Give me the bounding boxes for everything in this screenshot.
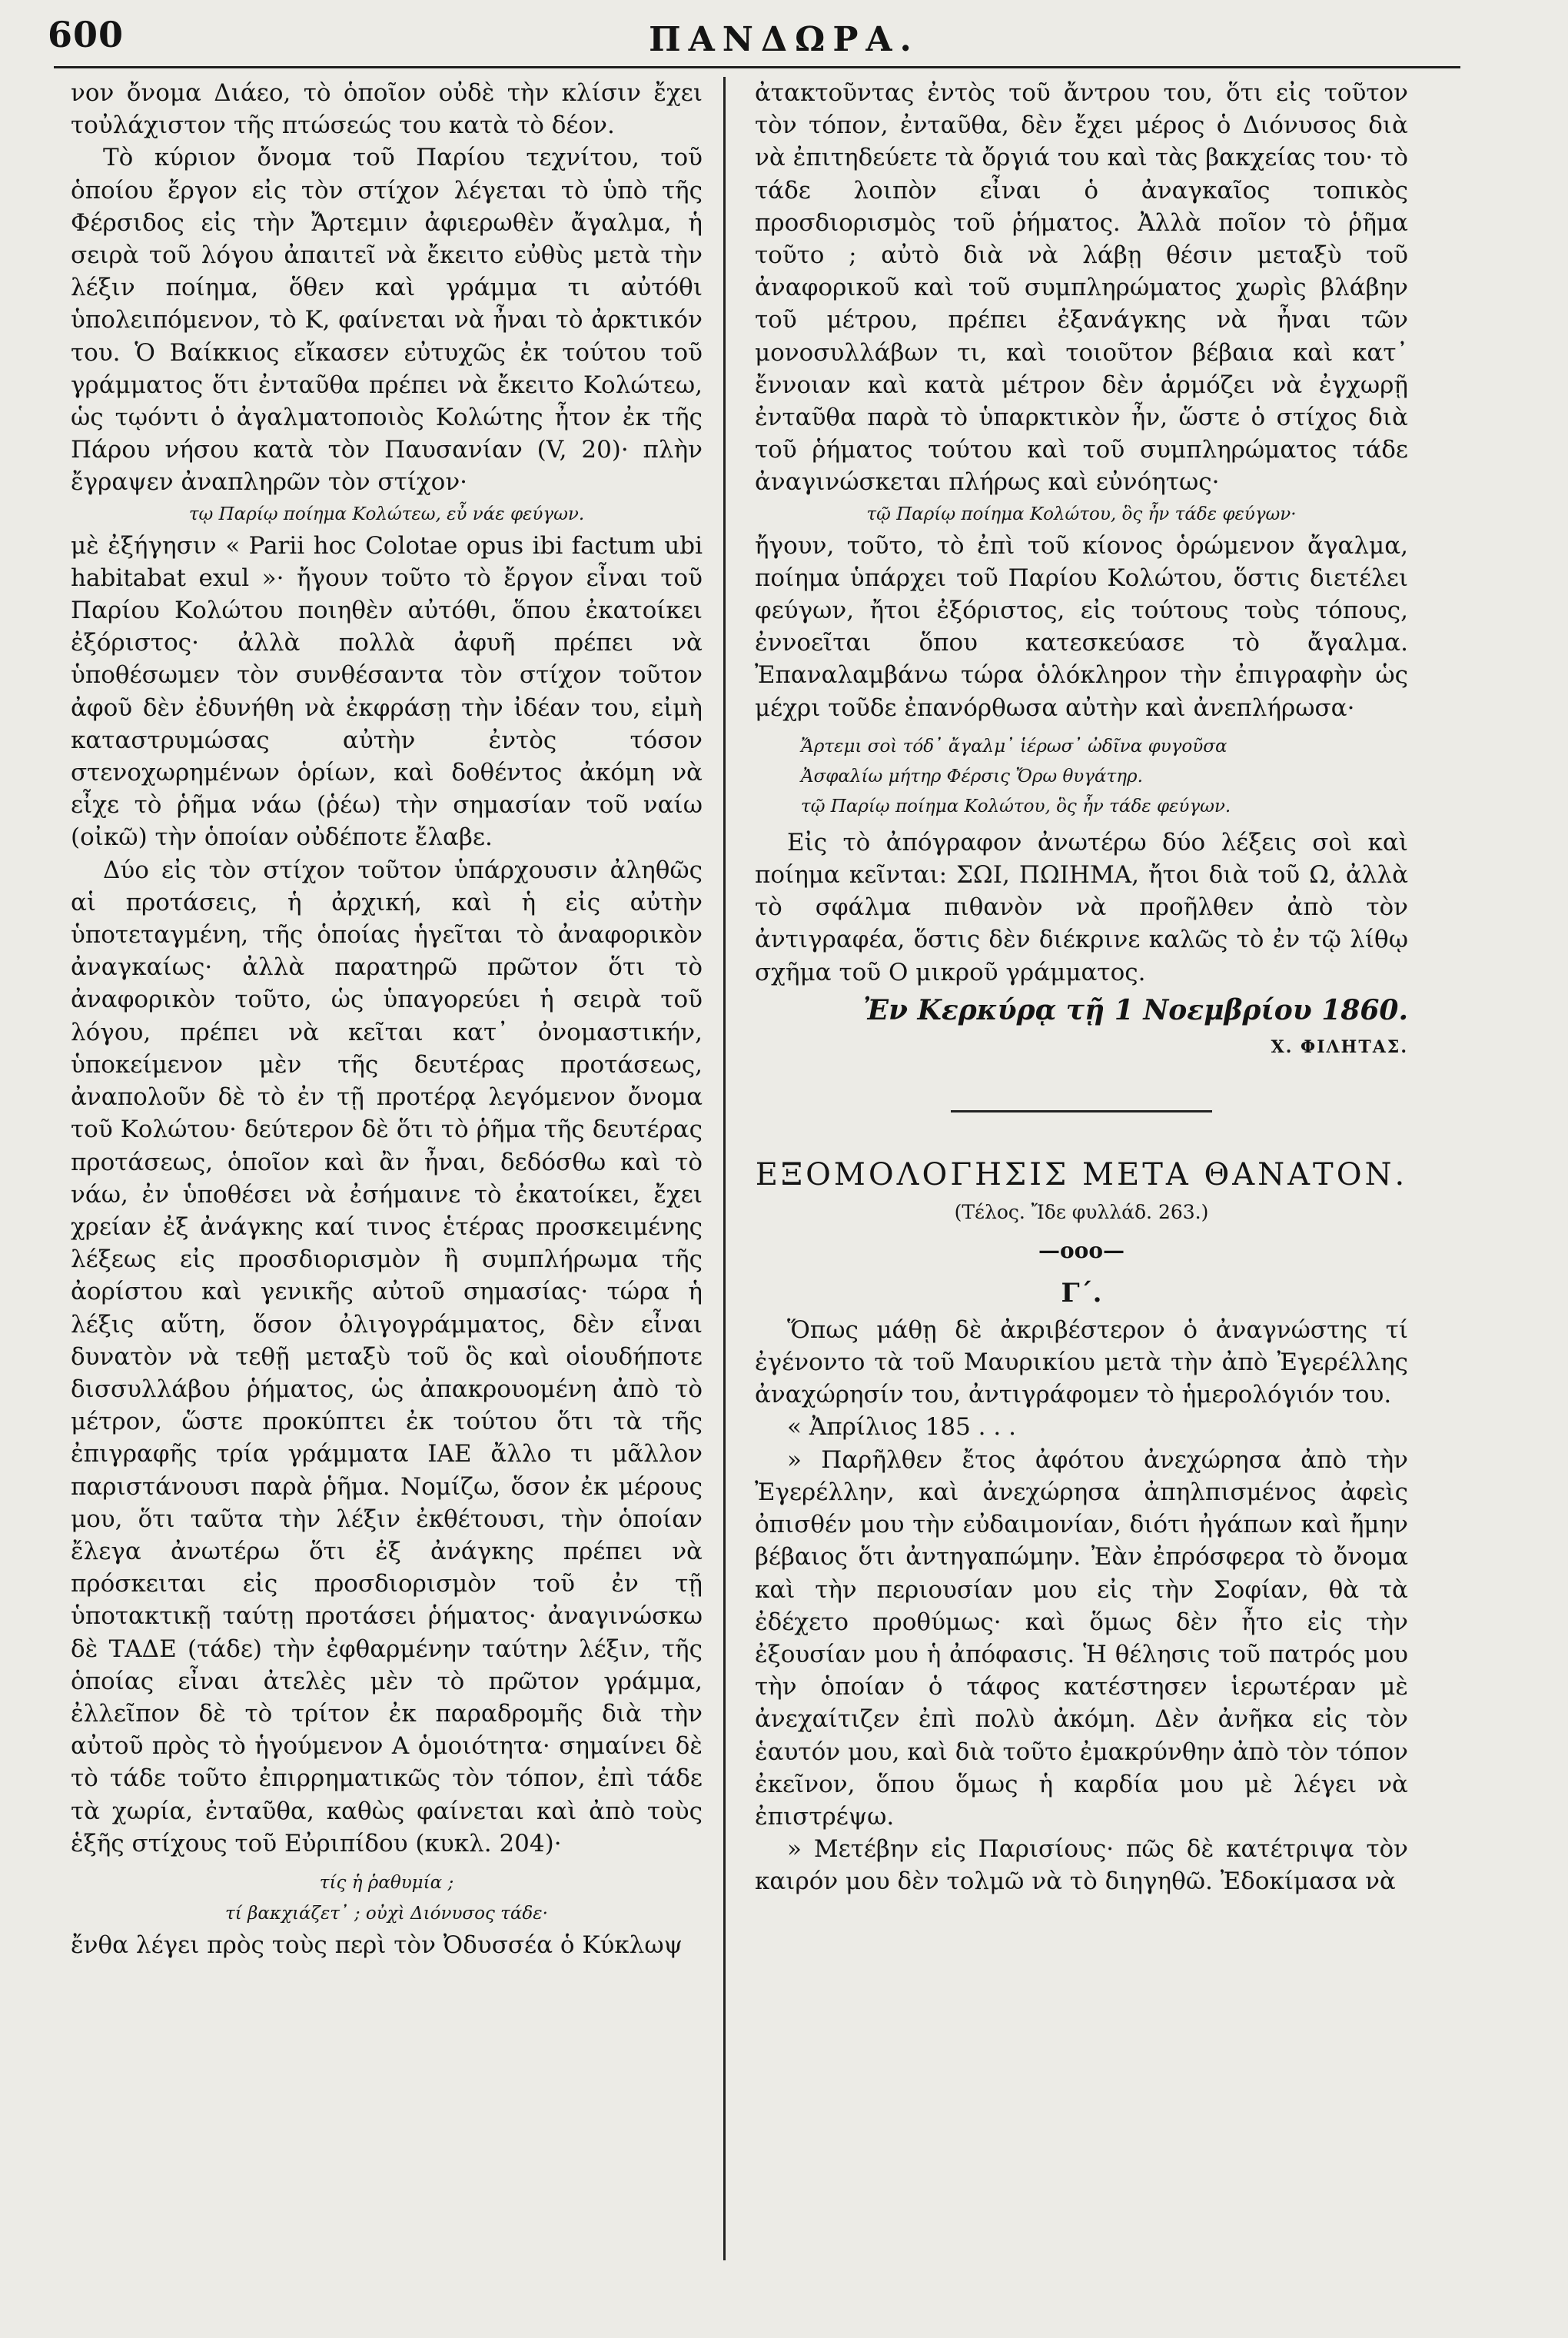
inscription-line: Ἄρτεμι σοὶ τόδ᾽ ἄγαλμ᾽ ἱέρωσ᾽ ὠδῖνα φυγοῦσα [801, 736, 1227, 757]
page-number: 600 [48, 14, 125, 55]
verse-line: τί βακχιάζετ᾽ ; οὐχὶ Διόνυσος τάδε· [225, 1903, 548, 1924]
inscription-line: τῷ Παρίῳ ποίημα Κολώτου, ὃς ἦν τάδε φεύγων. [801, 796, 1231, 816]
header-rule [54, 66, 1460, 68]
inscription [755, 732, 1408, 822]
paragraph: » Μετέβην εἰς Παρισίους· πῶς δὲ κατέτριψα τὸν καιρόν μου δὲν τολμῶ νὰ τὸ διηγηθῶ. Ἐδοκίμασα νὰ [755, 1835, 1408, 1896]
author-signature: Χ. ΦΙΛΗΤΑΣ. [1271, 1036, 1408, 1057]
paragraph: » Παρῆλθεν ἔτος ἀφότου ἀνεχώρησα ἀπὸ τὴν Ἐγερέλλην, καὶ ἀνεχώρησα ἀπηλπισμένος ἀφεὶς ὀπισθέν μου τὴν εὐδαιμονίαν, διότι ἠγάπων καὶ ἤμην βέβαιος ὅτι ἀντηγαπώμην. Ἐὰν ἐπρόσφερα τὸ ὄνομα καὶ τὴν περιουσίαν μου εἰς τὴν Σοφίαν, θὰ τὰ ἐδέχετο προθύμως· καὶ ὅμως δὲν ἦτο εἰς τὴν ἐξουσίαν μου ἡ ἀπόφασις. Ἡ θέλησις τοῦ πατρός μου τὴν ὁποίαν ὁ τάφος κατέστησεν ἱερωτέραν μὲ ἀνεχαίτιζεν ἐπὶ πολὺ ἀκόμη. Δὲν ἀνῆκα εἰς τὸν ἑαυτόν μου, καὶ διὰ τοῦτο ἐμακρύνθην ἀπὸ τὸν τόπον ἐκεῖνον, ὅπου ὅμως ἡ καρδία μου μὲ λέγει νὰ ἐπιστρέψω. [755, 1445, 1408, 1831]
paragraph: νον ὄνομα Διάεο, τὸ ὁποῖον οὐδὲ τὴν κλίσιν ἔχει τοὐλάχιστον τῆς πτώσεώς του κατὰ τὸ δέον. [71, 79, 703, 140]
paragraph: Εἰς τὸ ἀπόγραφον ἀνωτέρω δύο λέξεις σοὶ καὶ ποίημα κεῖνται: ΣΩΙ, ΠΩΙΗΜΑ, ἤτοι διὰ τοῦ Ω, ἀλλὰ τὸ σφάλμα πιθανὸν νὰ προῆλθεν ἀπὸ τὸν ἀντιγραφέα, ὅστις δὲν διέκρινε καλῶς τὸ ἐν τῷ λίθῳ σχῆμα τοῦ Ο μικροῦ γράμματος. [755, 828, 1408, 986]
paragraph: Ὅπως μάθῃ δὲ ἀκριβέστερον ὁ ἀναγνώστης τί ἐγένοντο τὰ τοῦ Μαυρικίου μετὰ τὴν ἀπὸ Ἐγερέλλης ἀναχώρησίν του, ἀντιγράφομεν τὸ ἡμερολόγιόν του. [755, 1315, 1408, 1409]
inscription-line: Ἀσφαλίω μήτηρ Φέρσις Ὄρω θυγάτηρ. [801, 766, 1143, 787]
article-subtitle: (Τέλος. Ἴδε φυλλάδ. 263.) [954, 1200, 1209, 1223]
verse-line: τῳ Παρίῳ ποίημα Κολώτεω, εὖ νάε φεύγων. [188, 504, 585, 524]
section-number: Γ΄. [1061, 1277, 1102, 1309]
running-head: ΠΑΝΔΩΡΑ. [649, 20, 919, 59]
ornament: —ooo— [1038, 1237, 1125, 1263]
left-column [71, 77, 703, 1961]
article-title: ΕΞΟΜΟΛΟΓΗΣΙΣ ΜΕΤΑ ΘΑΝΑΤΟΝ. [755, 1156, 1408, 1192]
paragraph: « Ἀπρίλιος 185 . . . [787, 1413, 1016, 1442]
paragraph: Τὸ κύριον ὄνομα τοῦ Παρίου τεχνίτου, τοῦ ὁποίου ἔργον εἰς τὸν στίχον λέγεται τὸ ὑπὸ τῆς Φέρσιδος εἰς τὴν Ἄρτεμιν ἀφιερωθὲν ἄγαλμα, ἡ σειρὰ τοῦ λόγου ἀπαιτεῖ νὰ ἔκειτο εὐθὺς μετὰ τὴν λέξιν ποίημα, ὅθεν καὶ γράμμα τι αὐτόθι ὑπολειπόμενον, τὸ Κ, φαίνεται νὰ ἦναι τὸ ἀρκτικόν του. Ὁ Βαίκκιος εἴκασεν εὐτυχῶς ἐκ τούτου τοῦ γράμματος ὅτι ἐνταῦθα πρέπει νὰ ἔκειτο Κολώτεω, ὡς τῳόντι ὁ ἀγαλματοποιὸς Κολώτης ἦτον ἐκ τῆς Πάρου νήσου κατὰ τὸν Παυσανίαν (V, 20)· πλὴν ἔγραψεν ἀναπληρῶν τὸν στίχον· [71, 144, 703, 497]
paragraph: ἔνθα λέγει πρὸς τοὺς περὶ τὸν Ὀδυσσέα ὁ Κύκλωψ [71, 1931, 683, 1959]
paragraph: Δύο εἰς τὸν στίχον τοῦτον ὑπάρχουσιν ἀληθῶς αἱ προτάσεις, ἡ ἀρχική, καὶ ἡ εἰς αὐτὴν ὑποτεταγμένη, τῆς ὁποίας ἡγεῖται τὸ ἀναφορικὸν ἀναγκαίως· ἀλλὰ παρατηρῶ πρῶτον ὅτι τὸ ἀναφορικὸν τοῦτο, ὡς ὑπαγορεύει ἡ σειρὰ τοῦ λόγου, πρέπει νὰ κεῖται κατ᾽ ὀνομαστικήν, ὑποκείμενον μὲν τῆς δευτέρας προτάσεως, ἀναπολοῦν δὲ τὸ ἐν τῇ προτέρᾳ λεγόμενον ὄνομα τοῦ Κολώτου· δεύτερον δὲ ὅτι τὸ ῥῆμα τῆς δευτέρας προτάσεως, ὁποῖον καὶ ἂν ἦναι, δεδόσθω καὶ τὸ νάω, ἐν ὑποθέσει νὰ ἐσήμαινε τὸ ἐκατοίκει, ἔχει χρείαν ἐξ ἀνάγκης καί τινος ἑτέρας προσκειμένης λέξεως εἰς προσδιορισμὸν ἢ συμπλήρωμα τῆς ἀορίστου καὶ γενικῆς αὐτοῦ σημασίας· τώρα ἡ λέξις αὕτη, ὅσον ὀλιγογράμματος, δὲν εἶναι δυνατὸν νὰ τεθῇ μεταξὺ τοῦ ὃς καὶ οἱουδήποτε δισσυλλάβου ῥήματος, ὡς ἀπακρουομένη ἀπὸ τὸ μέτρον, ὥστε προκύπτει ἐκ τούτου ὅτι τὰ τῆς ἐπιγραφῆς τρία γράμματα ΙΑΕ ἄλλο τι μᾶλλον παριστάνουσι παρὰ ῥῆμα. Νομίζω, ὅσον ἐκ μέρους μου, ὅτι ταῦτα τὴν λέξιν ἐκθέτουσι, τὴν ὁποίαν ἔλεγα ἀνωτέρω ὅτι ἐξ ἀνάγκης πρέπει νὰ πρόσκειται εἰς προσδιορισμὸν τοῦ ἐν τῇ ὑποτακτικῇ ταύτῃ προτάσει ῥήματος· ἀναγινώσκω δὲ ΤΑΔΕ (τάδε) τὴν ἐφθαρμένην ταύτην λέξιν, τῆς ὁποίας εἶναι ἀτελὲς μὲν τὸ πρῶτον γράμμα, ἐλλεῖπον δὲ τὸ τρίτον ἐκ παραδρομῆς διὰ τὴν αὐτοῦ πρὸς τὸ ἡγούμενον Α ὁμοιότητα· σημαίνει δὲ τὸ τάδε τοῦτο ἐπιρρηματικῶς τὸν τόπον, ἐπὶ τάδε τὰ χωρία, ἐνταῦθα, καθὼς φαίνεται καὶ ἀπὸ τοὺς ἑξῆς στίχους τοῦ Εὐριπίδου (κυκλ. 204)· [71, 856, 703, 1857]
right-column [755, 77, 1408, 1898]
paragraph: μὲ ἐξήγησιν « Parii hoc Colotae opus ibi factum ubi habitabat exul »· ἤγουν τοῦτο τὸ ἔργον εἶναι τοῦ Παρίου Κολώτου ποιηθὲν αὐτόθι, ὅπου ἐκατοίκει ἐξόριστος· ἀλλὰ πολλὰ ἀφυῆ πρέπει νὰ ὑποθέσωμεν τὸν συνθέσαντα τὸν στίχον τοῦτον ἀφοῦ δὲν ἐδυνήθη νὰ ἐκφράσῃ τὴν ἰδέαν του, εἰμὴ καταστρυμώσας αὐτὴν ἐντὸς τόσον στενοχωρημένων ὁρίων, καὶ δοθέντος ἀκόμη νὰ εἶχε τὸ ῥῆμα νάω (ῥέω) τὴν σημασίαν τοῦ ναίω (οἰκῶ) τὴν ὁποίαν οὐδέποτε ἔλαβε. [71, 531, 703, 852]
verse-line: τίς ἡ ῥαθυμία ; [319, 1872, 454, 1893]
paragraph: ἤγουν, τοῦτο, τὸ ἐπὶ τοῦ κίονος ὁρώμενον ἄγαλμα, ποίημα ὑπάρχει τοῦ Παρίου Κολώτου, ὅστις διετέλει φεύγων, ἤτοι ἐξόριστος, εἰς τούτους τοὺς τόπους, ἐννοεῖται ὅπου κατεσκεύασε τὸ ἄγαλμα. Ἐπαναλαμβάνω τώρα ὁλόκληρον τὴν ἐπιγραφὴν ὡς μέχρι τοῦδε ἐπανόρθωσα αὐτὴν καὶ ἀνεπλήρωσα· [755, 531, 1408, 722]
paragraph: ἀτακτοῦντας ἐντὸς τοῦ ἄντρου του, ὅτι εἰς τοῦτον τὸν τόπον, ἐνταῦθα, δὲν ἔχει μέρος ὁ Διόνυσος διὰ νὰ ἐπιτηδεύετε τὰ ὄργιά του καὶ τὰς βακχείας του· τὸ τάδε λοιπὸν εἶναι ὁ ἀναγκαῖος τοπικὸς προσδιορισμὸς τοῦ ῥήματος. Ἀλλὰ ποῖον τὸ ῥῆμα τοῦτο ; αὐτὸ διὰ νὰ λάβῃ θέσιν μεταξὺ τοῦ ἀναφορικοῦ καὶ τοῦ συμπληρώματος χωρὶς βλάβην τοῦ μέτρου, πρέπει ἐξανάγκης νὰ ἦναι τῶν μονοσυλλάβων τι, καὶ τοιοῦτον βέβαια καὶ κατ᾽ ἔννοιαν καὶ κατὰ μέτρον δὲν ἁρμόζει νὰ ἐγχωρῇ ἐνταῦθα παρὰ τὸ ὑπαρκτικὸν ἦν, ὥστε ὁ στίχος διὰ τοῦ ῥήματος τούτου καὶ τοῦ συμπληρώματος τάδε ἀναγινώσκεται πλήρως καὶ εὐνόητως· [755, 79, 1408, 497]
column-divider [723, 77, 726, 2260]
verse-line: τῷ Παρίῳ ποίημα Κολώτου, ὃς ἦν τάδε φεύγων· [866, 504, 1297, 524]
section-separator [951, 1110, 1212, 1112]
dateline: Ἐν Κερκύρᾳ τῇ 1 Νοεμβρίου 1860. [863, 993, 1408, 1026]
